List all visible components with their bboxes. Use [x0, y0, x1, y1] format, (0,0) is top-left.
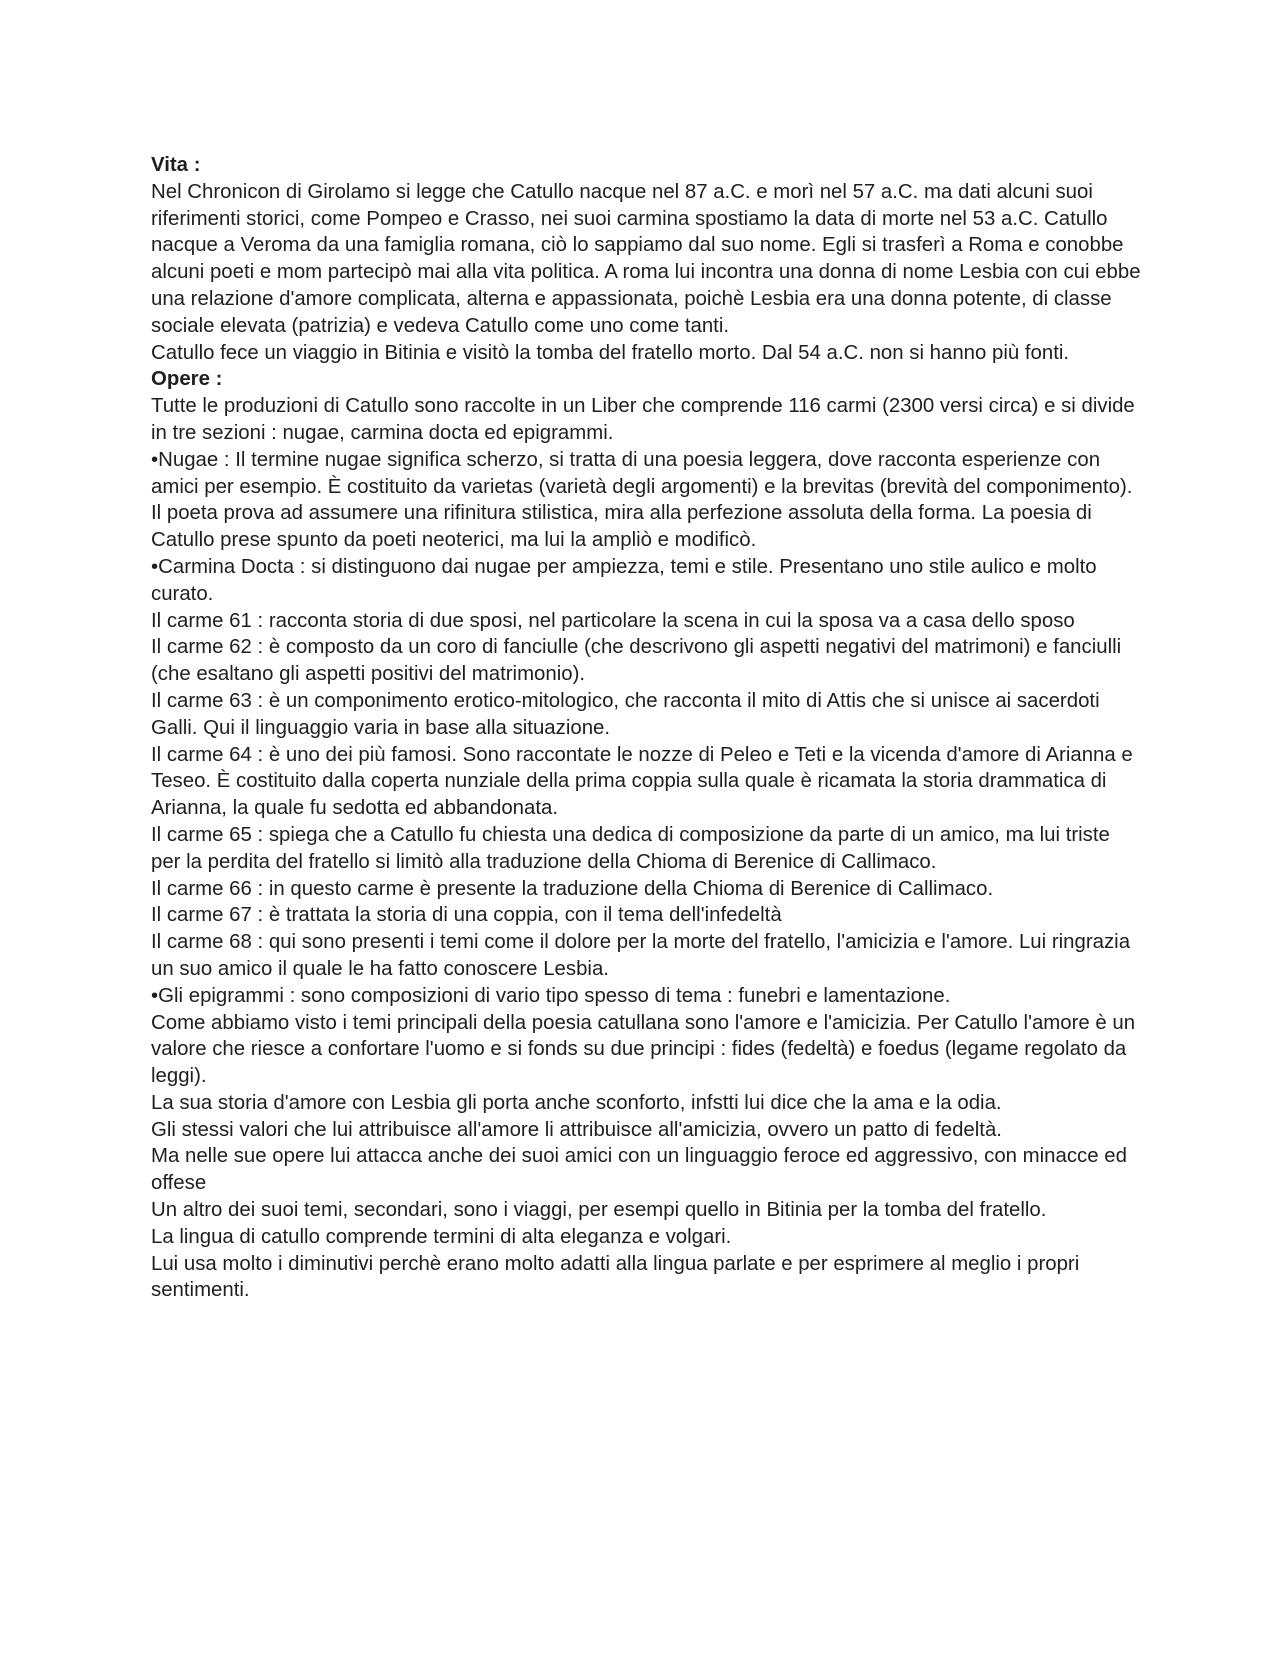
opere-heading: Opere :	[151, 368, 223, 391]
carme-66-paragraph: Il carme 66 : in questo carme è presente la traduzione della Chioma di Berenice di Callimaco.	[151, 877, 994, 900]
carme-65-paragraph: Il carme 65 : spiega che a Catullo fu chiesta una dedica di composizione da parte di un amico, ma lui triste per la perdita del fratello si limitò alla traduzione della Chioma di Berenice di Callimaco.	[151, 823, 1110, 873]
opere-paragraph: Tutte le produzioni di Catullo sono raccolte in un Liber che comprende 116 carmi (2300 versi circa) e si divide in tre sezioni : nugae, carmina docta ed epigrammi.	[151, 395, 1135, 444]
carme-67-paragraph: Il carme 67 : è trattata la storia di una coppia, con il tema dell'infedeltà	[151, 904, 782, 927]
attacchi-paragraph: Ma nelle sue opere lui attacca anche dei suoi amici con un linguaggio feroce ed aggressivo, con minacce ed offese	[151, 1145, 1127, 1195]
vita-heading: Vita :	[151, 154, 201, 176]
carme-64-paragraph: Il carme 64 : è uno dei più famosi. Sono raccontate le nozze di Peleo e Teti e la vicenda d'amore di Arianna e Teseo. È costituito dalla coperta nunziale della prima coppia sulla quale è ricamata la storia drammatica di Arianna, la quale fu sedotta ed abbandonata.	[151, 743, 1133, 820]
lesbia-paragraph: La sua storia d'amore con Lesbia gli porta anche sconforto, infstti lui dice che la ama e la odia.	[151, 1091, 1002, 1114]
carme-61-paragraph: Il carme 61 : racconta storia di due sposi, nel particolare la scena in cui la sposa va a casa dello sposo	[151, 609, 1075, 632]
nugae-paragraph: •Nugae : Il termine nugae significa scherzo, si tratta di una poesia leggera, dove racconta esperienze con amici per esempio. È costituito da varietas (varietà degli argomenti) e la brevitas (brevità del componimento). Il poeta prova ad assumere una rifinitura stilistica, mira alla perfezione assoluta della forma. La poesia di Catullo prese spunto da poeti neoterici, ma lui la ampliò e modificò.	[151, 448, 1133, 552]
temi-paragraph: Come abbiamo visto i temi principali della poesia catullana sono l'amore e l'amicizia. Per Catullo l'amore è un valore che riesce a confortare l'uomo e si fonds su due principi : fides (fedeltà) e foedus (legame regolato da leggi).	[151, 1011, 1136, 1088]
carme-63-paragraph: Il carme 63 : è un componimento erotico-mitologico, che racconta il mito di Attis che si unisce ai sacerdoti Galli. Qui il linguaggio varia in base alla situazione.	[151, 689, 1100, 739]
viaggi-paragraph: Un altro dei suoi temi, secondari, sono i viaggi, per esempi quello in Bitinia per la tomba del fratello.	[151, 1199, 1047, 1222]
diminutivi-paragraph: Lui usa molto i diminutivi perchè erano molto adatti alla lingua parlate e per esprimere al meglio i propri sentimenti.	[151, 1252, 1080, 1302]
carmina-docta-paragraph: •Carmina Docta : si distinguono dai nugae per ampiezza, temi e stile. Presentano uno stile aulico e molto curato.	[151, 555, 1097, 605]
vita-paragraph: Nel Chronicon di Girolamo si legge che Catullo nacque nel 87 a.C. e morì nel 57 a.C. ma dati alcuni suoi riferimenti storici, come Pompeo e Crasso, nei suoi carmina spostiamo la data di morte nel 53 a.C. Catullo nacque a Veroma da una famiglia romana, ciò lo sappiamo dal suo nome. Egli si trasferì a Roma e conobbe alcuni poeti e mom partecipò mai alla vita politica. A roma lui incontra una donna di nome Lesbia con cui ebbe una relazione d'amore complicata, alterna e appassionata, poichè Lesbia era una donna potente, di classe sociale elevata (patrizia) e vedeva Catullo come uno come tanti.	[151, 180, 1141, 337]
amicizia-paragraph: Gli stessi valori che lui attribuisce all'amore li attribuisce all'amicizia, ovvero un patto di fedeltà.	[151, 1118, 1002, 1141]
lingua-paragraph: La lingua di catullo comprende termini di alta eleganza e volgari.	[151, 1225, 732, 1248]
carme-62-paragraph: Il carme 62 : è composto da un coro di fanciulle (che descrivono gli aspetti negativi del matrimoni) e fanciulli (che esaltano gli aspetti positivi del matrimonio).	[151, 636, 1122, 686]
vita-paragraph: Catullo fece un viaggio in Bitinia e visitò la tomba del fratello morto. Dal 54 a.C. non si hanno più fonti.	[151, 341, 1070, 364]
carme-68-paragraph: Il carme 68 : qui sono presenti i temi come il dolore per la morte del fratello, l'amicizia e l'amore. Lui ringrazia un suo amico il quale le ha fatto conoscere Lesbia.	[151, 931, 1131, 980]
document-page	[151, 152, 1141, 1304]
epigrammi-paragraph: •Gli epigrammi : sono composizioni di vario tipo spesso di tema : funebri e lamentazione.	[151, 984, 951, 1007]
